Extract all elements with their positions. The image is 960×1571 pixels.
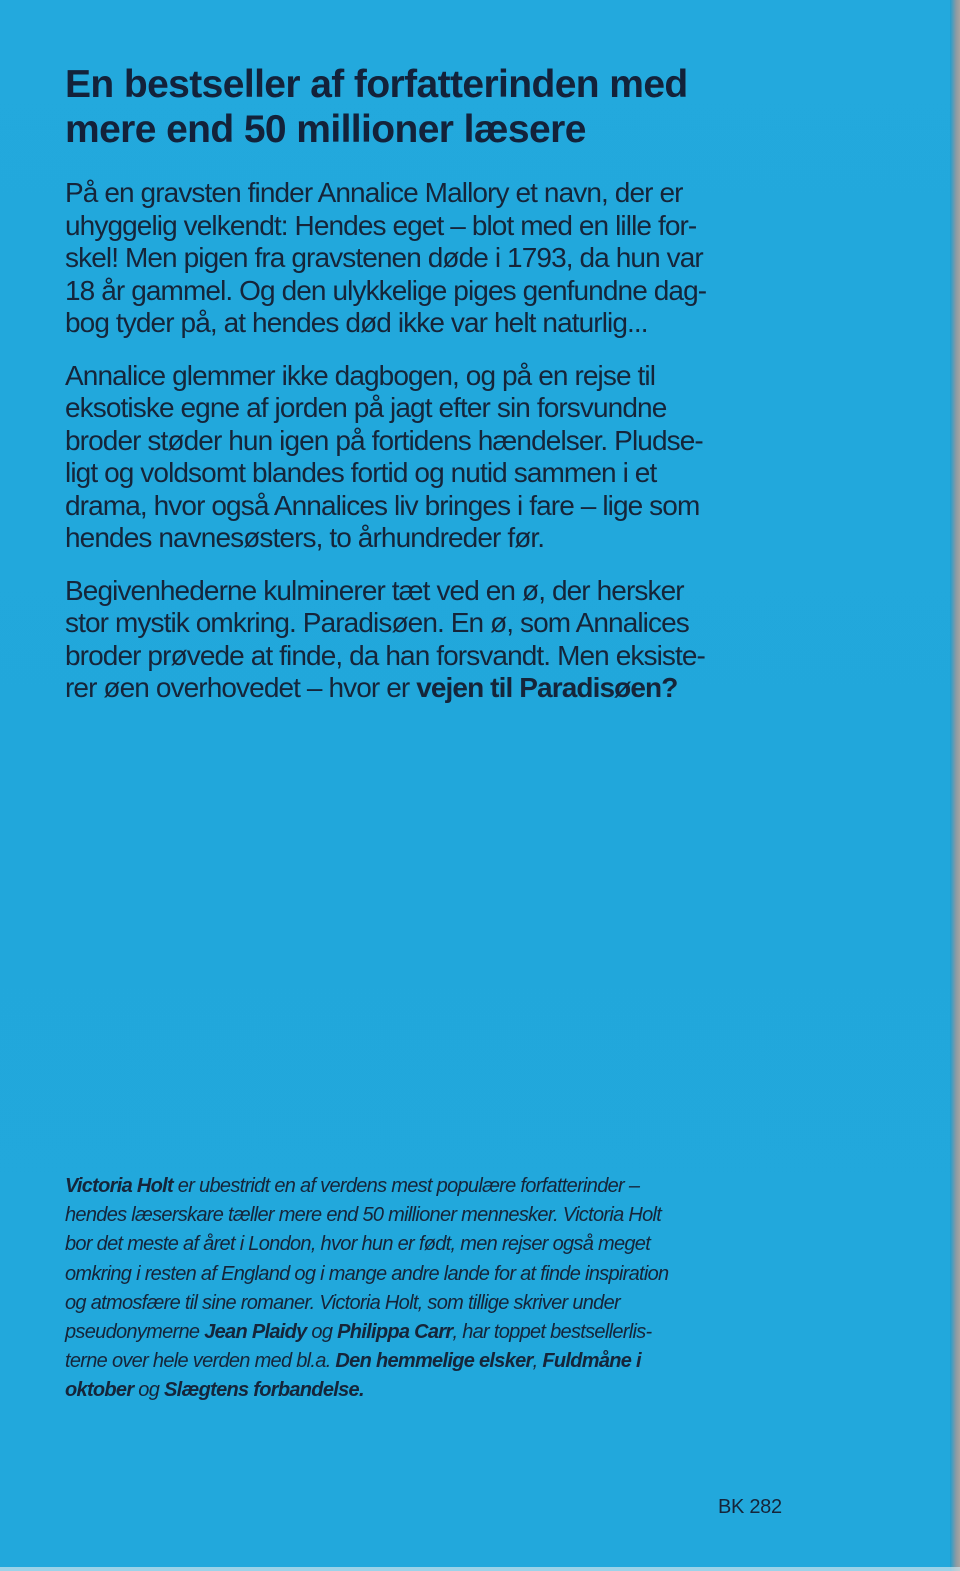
blurb-paragraph-2 (65, 360, 845, 555)
blurb-line: Begivenhederne kulminerer tæt ved en ø, der hersker (65, 574, 684, 606)
pseudonym-jean-plaidy: Jean Plaidy (204, 1321, 307, 1344)
bio-text: er ubestridt en af verdens mest populære forfatterinder – (172, 1175, 640, 1197)
blurb-line: stor mystik omkring. Paradisøen. En ø, som Annalices (65, 607, 689, 638)
bio-line (65, 1172, 845, 1201)
bio-line: omkring i resten af England og i mange andre lande for at finde inspiration (65, 1262, 669, 1285)
headline-line-2: mere end 50 millioner læsere (65, 108, 586, 151)
blurb-text: rer øen overhovedet – hvor er (65, 672, 417, 703)
author-bio (65, 1172, 845, 1406)
bio-text: pseudonymerne (65, 1321, 205, 1344)
blurb-line: På en gravsten finder Annalice Mallory et navn, der er (65, 177, 683, 208)
headline-line-1: En bestseller af forfatterinden med (65, 63, 688, 106)
bio-text: , har toppet bestsellerlis- (452, 1321, 652, 1344)
cover-text-block (65, 62, 845, 705)
bio-line (65, 1347, 845, 1376)
bio-text: terne over hele verden med bl.a. (65, 1350, 336, 1373)
blurb-line: broder støder hun igen på fortidens hændelser. Pludse- (65, 424, 703, 456)
blurb-line: Annalice glemmer ikke dagbogen, og på en rejse til (65, 359, 656, 391)
blurb-line: skel! Men pigen fra gravstenen døde i 1793, da hun var (65, 242, 703, 273)
pseudonym-philippa-carr: Philippa Carr (337, 1321, 453, 1344)
bio-text: , (532, 1350, 543, 1373)
bio-line (65, 1376, 845, 1405)
blurb-paragraph-1 (65, 177, 845, 340)
author-name: Victoria Holt (65, 1175, 173, 1197)
cover-right-edge (950, 0, 960, 1571)
blurb-line: drama, hvor også Annalices liv bringes i fare – lige som (65, 489, 700, 521)
bio-line: og atmosfære til sine romaner. Victoria Holt, som tillige skriver under (65, 1291, 620, 1314)
catalog-code: BK 282 (718, 1496, 782, 1518)
bio-text: og (133, 1379, 165, 1402)
blurb-emphasis-title: vejen til Paradisøen? (416, 672, 678, 703)
book-title: Slægtens forbandelse. (164, 1379, 364, 1402)
blurb-line: eksotiske egne af jorden på jagt efter sin forsvundne (65, 392, 667, 423)
blurb-paragraph-3 (65, 575, 845, 705)
blurb-line: uhyggelig velkendt: Hendes eget – blot med en lille for- (65, 209, 697, 241)
blurb-line: broder prøvede at finde, da han forsvandt. Men eksiste- (65, 639, 705, 671)
bio-text: og (306, 1321, 338, 1344)
book-title: oktober (65, 1379, 134, 1402)
book-title: Den hemmelige elsker (335, 1350, 533, 1373)
blurb-line: 18 år gammel. Og den ulykkelige piges genfundne dag- (65, 274, 707, 306)
blurb-line: hendes navnesøsters, to århundreder før. (65, 522, 545, 553)
book-title: Fuldmåne i (542, 1350, 641, 1373)
bio-line: bor det meste af året i London, hvor hun er født, men rejser også meget (65, 1233, 651, 1256)
cover-bottom-edge (0, 1567, 960, 1571)
blurb-line (65, 672, 845, 705)
headline (65, 62, 845, 152)
bio-line (65, 1318, 845, 1347)
bio-line: hendes læserskare tæller mere end 50 millioner mennesker. Victoria Holt (65, 1204, 662, 1227)
blurb-line: bog tyder på, at hendes død ikke var helt naturlig... (65, 307, 648, 338)
blurb-line: ligt og voldsomt blandes fortid og nutid sammen i et (65, 457, 657, 488)
